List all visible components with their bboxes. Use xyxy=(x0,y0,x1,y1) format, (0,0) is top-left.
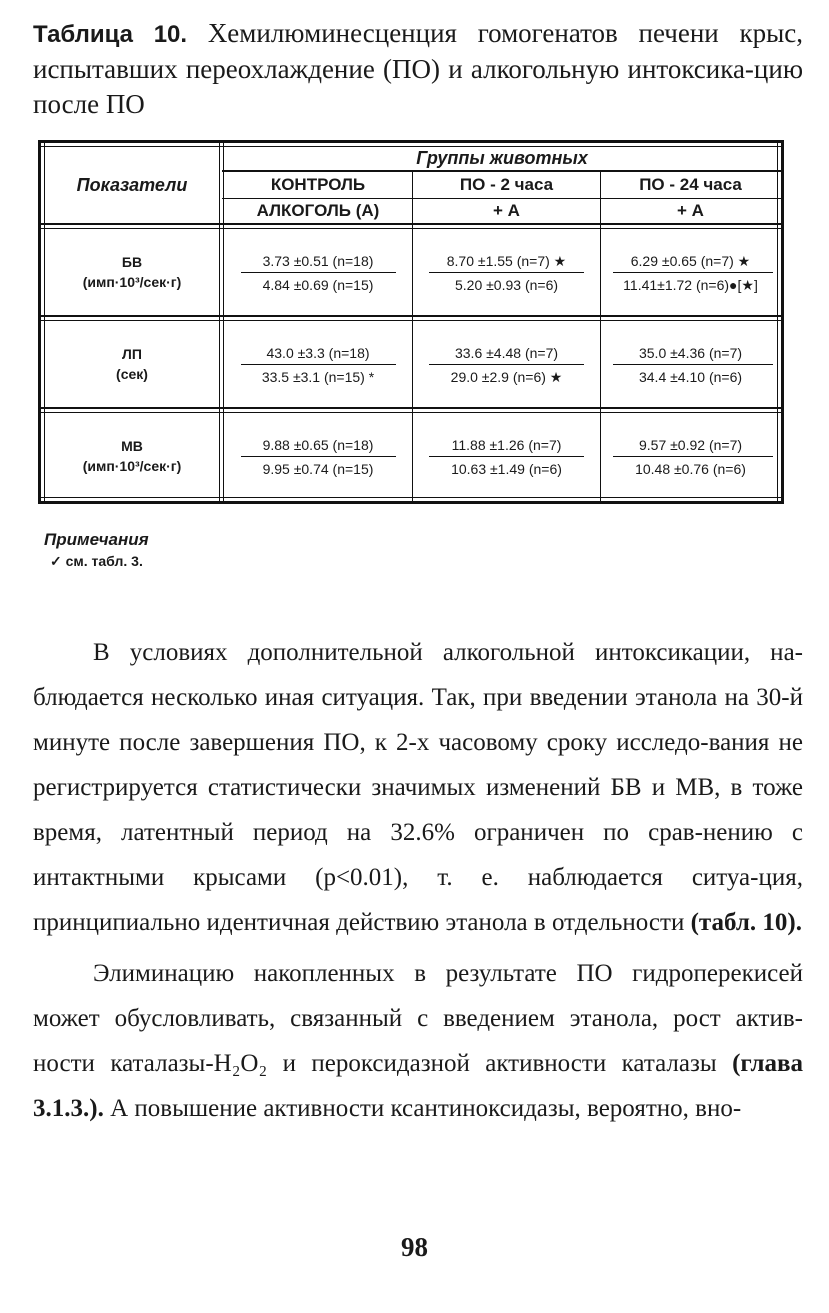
cell-divider xyxy=(241,456,396,457)
notes-line: ✓ см. табл. 3. xyxy=(50,553,143,569)
paragraph xyxy=(33,630,803,945)
column-header: ПО - 24 часа xyxy=(639,175,742,194)
paragraph-text: В условиях дополнительной алкогольной интоксикации, на-блюдается несколько иная ситуация. Так, при введении этанола на 30-й минуте после завершения ПО, к 2-х часовому сроку исследо-вания не регистрируется статистически значимых изменений БВ и МВ, в тоже время, латентный период на 32.6% ограничен по срав-нению с интактными крысами (р<0.01), т. е. наблюдается ситуа-ция, принципиально идентичная действию этанола в отдельности xyxy=(33,639,803,936)
header-groups: Группы животных xyxy=(416,148,588,168)
header-indicators: Показатели xyxy=(76,174,188,195)
table-cell: 8.70 ±1.55 (n=7) ★ xyxy=(446,252,567,269)
table-reference: (табл. 10). xyxy=(690,909,802,936)
notes-title: Примечания xyxy=(44,530,149,549)
row-name: БВ xyxy=(121,254,143,270)
data-table xyxy=(38,140,784,504)
table-cell: 10.48 ±0.76 (n=6) xyxy=(635,461,746,477)
row-label xyxy=(45,229,219,315)
paragraph xyxy=(33,951,803,1131)
table-caption xyxy=(33,16,803,122)
table-cell: 11.41±1.72 (n=6)●[★] xyxy=(623,276,758,293)
row-name: ЛП xyxy=(122,346,142,362)
table-cell: 10.63 ±1.49 (n=6) xyxy=(451,461,562,477)
caption-text: Хемилюминесценция гомогенатов печени крыс, испытавших переохлаждение (ПО) и алкогольную интоксика-цию после ПО xyxy=(33,18,803,119)
column-header: ПО - 2 часа xyxy=(459,175,554,194)
column-header: КОНТРОЛЬ xyxy=(270,175,366,194)
table-cell: 9.95 ±0.74 (n=15) xyxy=(262,461,374,477)
paragraph-text: Элиминацию накопленных в результате ПО гидроперекисей может обусловливать, связанный с введением этанола, рост актив-ности каталазы-Н₂О₂ и пероксидазной активности каталазы xyxy=(33,960,803,1077)
page-number: 98 xyxy=(401,1232,428,1262)
cell-divider xyxy=(613,456,773,457)
table-line xyxy=(219,143,220,501)
row-name: МВ xyxy=(121,438,143,454)
cell-divider xyxy=(429,364,584,365)
cell-divider xyxy=(241,272,396,273)
table-cell: 33.5 ±3.1 (n=15) * xyxy=(261,369,375,385)
row-label xyxy=(45,321,219,407)
column-subheader: + А xyxy=(493,201,520,220)
row-unit: (имп·10³/сек·г) xyxy=(82,458,182,474)
table-cell: 33.6 ±4.48 (n=7) xyxy=(454,345,559,361)
row-unit: (сек) xyxy=(116,366,148,382)
table-line xyxy=(41,407,781,409)
chapter-reference: (глава 3.1.3.). xyxy=(33,1050,804,1122)
table-cell: 29.0 ±2.9 (n=6) ★ xyxy=(450,368,563,385)
table-line xyxy=(41,315,781,317)
table-cell: 9.57 ±0.92 (n=7) xyxy=(638,437,743,453)
table-cell: 3.73 ±0.51 (n=18) xyxy=(262,253,374,269)
table-cell: 11.88 ±1.26 (n=7) xyxy=(451,437,562,453)
paragraph-text: А повышение активности ксантиноксидазы, вероятно, вно- xyxy=(110,1095,742,1122)
table-cell: 9.88 ±0.65 (n=18) xyxy=(262,437,374,453)
cell-divider xyxy=(241,364,396,365)
cell-divider xyxy=(613,364,773,365)
table-line xyxy=(41,223,781,225)
cell-divider xyxy=(613,272,773,273)
table-cell: 4.84 ±0.69 (n=15) xyxy=(262,277,374,293)
body-text xyxy=(33,630,803,1131)
cell-divider xyxy=(429,272,584,273)
table-cell: 34.4 ±4.10 (n=6) xyxy=(638,369,743,385)
row-unit: (имп·10³/сек·г) xyxy=(82,274,182,290)
column-subheader: АЛКОГОЛЬ (А) xyxy=(256,201,380,220)
table-cell: 5.20 ±0.93 (n=6) xyxy=(454,277,559,293)
table-cell: 6.29 ±0.65 (n=7) ★ xyxy=(630,252,751,269)
table-label: Таблица 10. xyxy=(33,21,188,48)
column-subheader: + А xyxy=(677,201,704,220)
table-cell: 35.0 ±4.36 (n=7) xyxy=(638,345,743,361)
row-label xyxy=(45,413,219,499)
notes-block xyxy=(44,530,149,570)
cell-divider xyxy=(429,456,584,457)
table-cell: 43.0 ±3.3 (n=18) xyxy=(266,345,370,361)
